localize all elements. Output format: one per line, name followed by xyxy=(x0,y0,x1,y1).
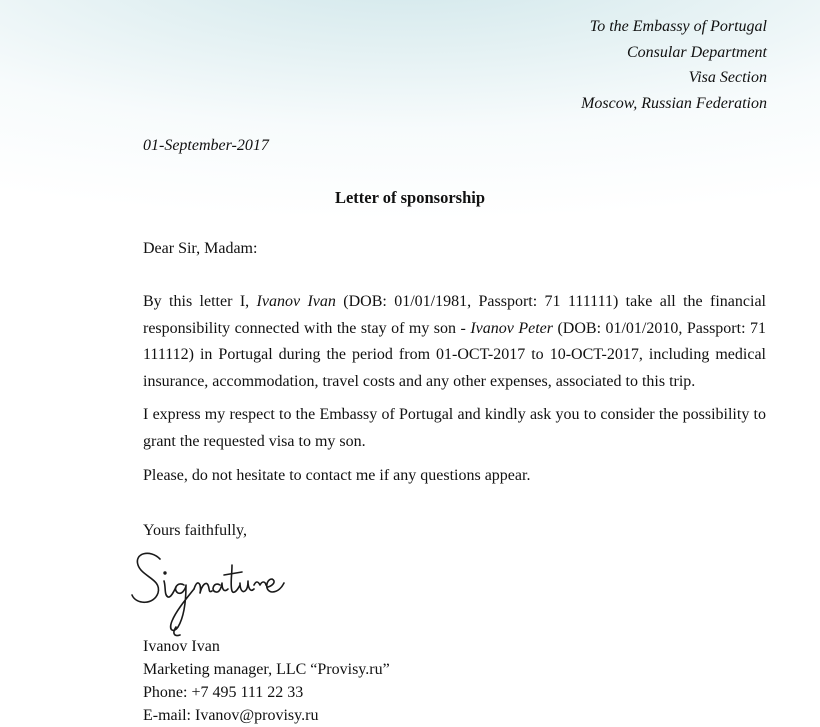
sender-email: E-mail: Ivanov@provisy.ru xyxy=(143,707,319,724)
paragraph-contact-offer: Please, do not hesitate to contact me if any questions appear. xyxy=(143,467,531,484)
paragraph1-text-1: By this letter I, xyxy=(143,293,257,310)
salutation: Dear Sir, Madam: xyxy=(143,240,258,257)
son-name: Ivanov Peter xyxy=(470,319,553,337)
sender-phone: Phone: +7 495 111 22 33 xyxy=(143,684,304,701)
sponsor-name: Ivanov Ivan xyxy=(256,293,336,310)
sender-position: Marketing manager, LLC “Provisy.ru” xyxy=(143,661,390,678)
paragraph1-text-3: (DOB: 01/01/2010, Passport: 71 111112) in Portugal during the period from 01-OCT-2017 to 10-OCT-2017, including medical insurance, accommodation, travel costs and any other expenses, associated to this trip. xyxy=(143,319,766,390)
paragraph-sponsorship xyxy=(143,289,766,395)
recipient-address xyxy=(407,14,767,116)
paragraph1-text-2: (DOB: 01/01/1981, Passport: 71 111111) take all the financial responsibility connected with the stay of my son - xyxy=(143,293,766,337)
address-line-department: Consular Department xyxy=(627,43,767,61)
closing-phrase: Yours faithfully, xyxy=(143,522,248,539)
letter-date: 01-September-2017 xyxy=(143,137,269,154)
paragraph-request: I express my respect to the Embassy of Portugal and kindly ask you to consider the possibility to grant the requested visa to my son. xyxy=(143,406,766,450)
handwritten-signature xyxy=(128,545,298,640)
address-line-section: Visa Section xyxy=(688,69,767,86)
letter-title: Letter of sponsorship xyxy=(334,188,486,207)
address-line-city: Moscow, Russian Federation xyxy=(581,94,767,112)
sender-contact-block xyxy=(143,635,390,727)
sender-name: Ivanov Ivan xyxy=(143,638,220,655)
address-line-embassy: To the Embassy of Portugal xyxy=(589,18,767,35)
